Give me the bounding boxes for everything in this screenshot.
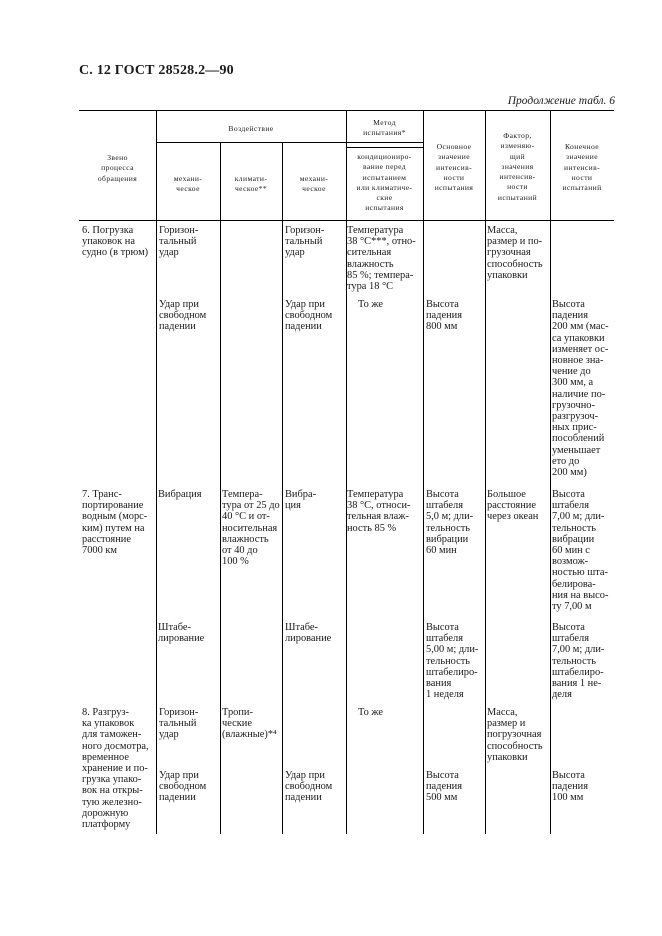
row6b-final: Высота падения 200 мм (мас- са упаковки изменяет ос- новное зна- чение до 300 мм, а наличие по- грузочно- разгрузоч- ных прис- пособлений уменьшает ето до 200 мм) [552,299,609,479]
header-stage: Звено процесса обращения [97,153,138,183]
row7a-climatic: Темпера- тура от 25 до 40 °С и от- носительная влажность от 40 до 100 % [222,489,280,568]
row6-stage: 6. Погрузка упаковок на судно (в трюм) [82,225,149,259]
row8b-mech1: Удар при свободном падении [159,770,207,804]
row7a-mech1: Вибрация [158,489,202,500]
impact-underline [156,142,423,143]
col-divider-1 [156,110,157,834]
row6b-method: То же [358,299,384,310]
header-factor: Фактор, изменяю- щий значения интенсив- ности испытаний [497,131,538,202]
row6b-mech1: Удар при свободном падении [159,299,207,333]
header-mech1: механи- ческое [173,174,203,194]
row6a-factor: Масса, размер и по- грузочная способность упаковки [487,225,543,281]
header-impact: Воздействие [228,124,274,133]
header-method: Метод испытания* [363,118,406,138]
row8b-final: Высота падения 100 мм [552,770,588,804]
col-divider-3 [282,142,283,834]
row7a-final: Высота штабеля 7,00 м; дли- тельность вибрации 60 мин с возмож- ностью шта- белирова- ния на высо- ту 7,00 м [552,489,609,613]
row8a-climatic: Тропи- ческие (влажные)*⁴ [222,707,277,741]
col-divider-4 [346,110,347,834]
row6a-method: Температура 38 °С***, отно- сительная влажность 85 %; темпера- тура 18 °С [347,225,416,293]
header-method-conditioning: кондициониро- вание перед испытанием или климатиче- ские испытания [356,152,413,213]
row8a-method: То же [358,707,384,718]
row8a-factor: Масса, размер и погрузочная способность упаковки [487,707,543,763]
col-divider-7 [550,110,551,834]
row7a-mech2: Вибра- ция [285,489,317,512]
page-header: С. 12 ГОСТ 28528.2—90 [79,63,234,78]
row7a-base: Высота штабеля 5,0 м; дли- тельность вибрации 60 мин [426,489,474,557]
row8a-mech1: Горизон- тальный удар [159,707,199,741]
row7-stage: 7. Транс- портирование водным (морс- ким) путем на расстояние 7000 км [82,489,148,557]
row8b-mech2: Удар при свободном падении [285,770,333,804]
header-base-value: Основное значение интенсив- ности испытания [434,142,474,193]
row6b-base: Высота падения 800 мм [426,299,462,333]
col-divider-2 [220,142,221,834]
col-divider-6 [485,110,486,834]
method-underline [346,147,423,148]
header-climatic: климати- ческое** [234,174,268,194]
row7b-base: Высота штабеля 5,00 м; дли- тельность штабелиро- вания 1 неделя [426,622,479,701]
row7a-method: Температура 38 °С, относи- тельная влаж- ность 85 % [347,489,411,534]
data-table [79,110,614,834]
row7b-mech1: Штабе- лирование [158,622,205,645]
row6a-mech2: Горизон- тальный удар [285,225,325,259]
row6b-mech2: Удар при свободном падении [285,299,333,333]
header-final-value: Конечное значение интенсив- ности испытаний [562,142,602,193]
row7b-final: Высота штабеля 7,00 м; дли- тельность штабелиро- вания 1 не- деля [552,622,605,701]
continuation-label: Продолжение табл. 6 [507,95,615,107]
row7a-factor: Большое расстояние через океан [487,489,539,523]
row8-stage: 8. Разгруз- ка упаковок для таможен- ного досмотра, временное хранение и по- грузка упако- вок на откры- тую железно- дорожную платформу [82,707,149,831]
col-divider-5 [423,110,424,834]
row7b-mech2: Штабе- лирование [285,622,332,645]
row6a-mech1: Горизон- тальный удар [159,225,199,259]
header-mech2: механи- ческое [299,174,329,194]
row8b-base: Высота падения 500 мм [426,770,462,804]
